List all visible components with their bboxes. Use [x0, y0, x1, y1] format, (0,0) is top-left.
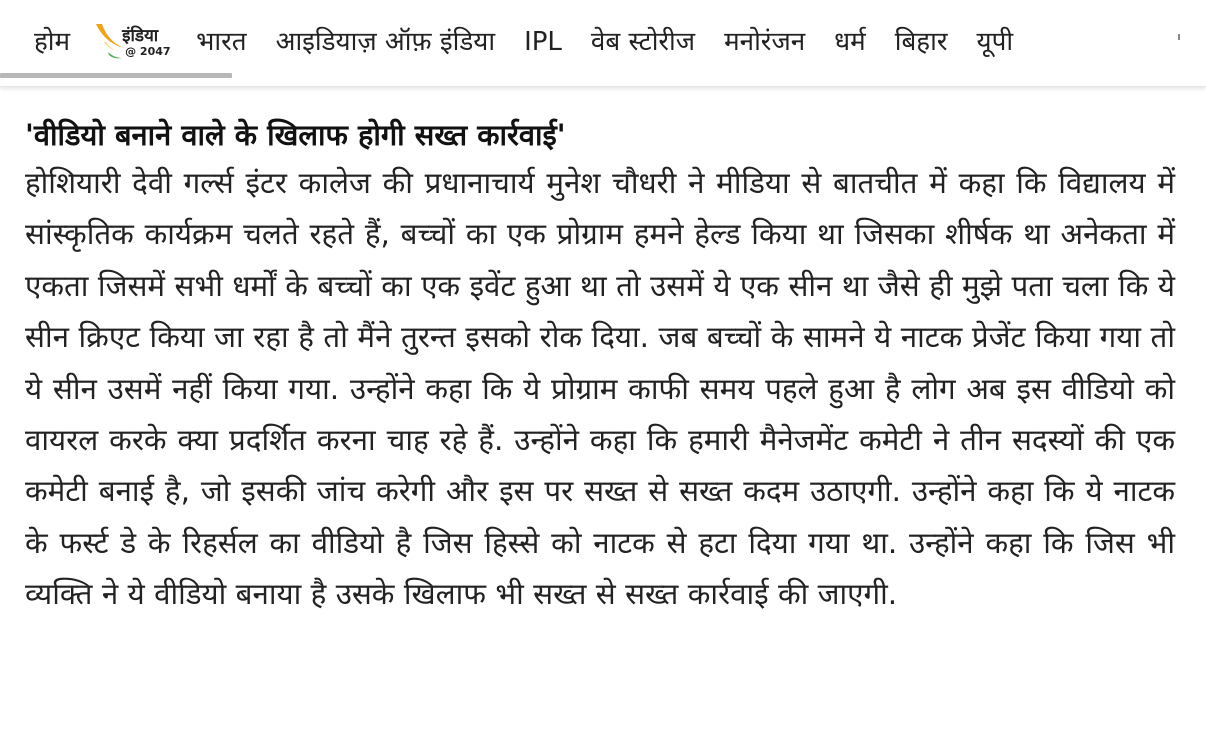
nav-item-ideas-of-india[interactable]: आइडियाज़ ऑफ़ इंडिया: [275, 27, 496, 57]
nav-overflow-indicator: [1178, 34, 1180, 40]
article-subheading: 'वीडियो बनाने वाले के खिलाफ होगी सख्त कार्रवाई': [25, 118, 566, 152]
logo-subtitle: @ 2047: [125, 45, 171, 58]
article-content: [25, 112, 1175, 621]
top-navigation-bar: [0, 0, 1206, 87]
nav-menu: [34, 16, 1042, 68]
nav-item-bharat[interactable]: भारत: [196, 27, 247, 57]
nav-item-home[interactable]: होम: [34, 27, 71, 57]
nav-scroll-indicator[interactable]: [0, 73, 232, 78]
nav-item-bihar[interactable]: बिहार: [894, 27, 948, 57]
article-paragraph: होशियारी देवी गर्ल्स इंटर कालेज की प्रधानाचार्य मुनेश चौधरी ने मीडिया से बातचीत में कहा कि विद्यालय में सांस्कृतिक कार्यक्रम चलते रहते हैं, बच्चों का एक प्रोग्राम हमने हेल्ड किया था जिसका शीर्षक था अनेकता में एकता जिसमें सभी धर्मों के बच्चों का एक इवेंट हुआ था तो उसमें ये एक सीन था जैसे ही मुझे पता चला कि ये सीन क्रिएट किया जा रहा है तो मैंने तुरन्त इसको रोक दिया. जब बच्चों के सामने ये नाटक प्रेजेंट किया गया तो ये सीन उसमें नहीं किया गया. उन्होंने कहा कि ये प्रोग्राम काफी समय पहले हुआ है लोग अब इस वीडियो को वायरल करके क्या प्रदर्शित करना चाह रहे हैं. उन्होंने कहा कि हमारी मैनेजमेंट कमेटी ने तीन सदस्यों की एक कमेटी बनाई है, जो इसकी जांच करेगी और इस पर सख्त से सख्त कदम उठाएगी. उन्होंने कहा कि ये नाटक के फर्स्ट डे के रिहर्सल का वीडियो है जिस हिस्से को नाटक से हटा दिया गया था. उन्होंने कहा कि जिस भी व्यक्ति ने ये वीडियो बनाया है उसके खिलाफ भी सख्त से सख्त कार्रवाई की जाएगी.: [25, 166, 1175, 612]
india-2047-logo[interactable]: [92, 18, 174, 66]
nav-item-web-stories[interactable]: वेब स्टोरीज: [590, 27, 696, 57]
nav-item-religion[interactable]: धर्म: [834, 27, 866, 57]
nav-item-ipl[interactable]: IPL: [524, 27, 562, 57]
logo-title: इंडिया: [122, 26, 159, 46]
nav-item-up[interactable]: यूपी: [976, 27, 1014, 57]
nav-item-entertainment[interactable]: मनोरंजन: [724, 27, 806, 57]
